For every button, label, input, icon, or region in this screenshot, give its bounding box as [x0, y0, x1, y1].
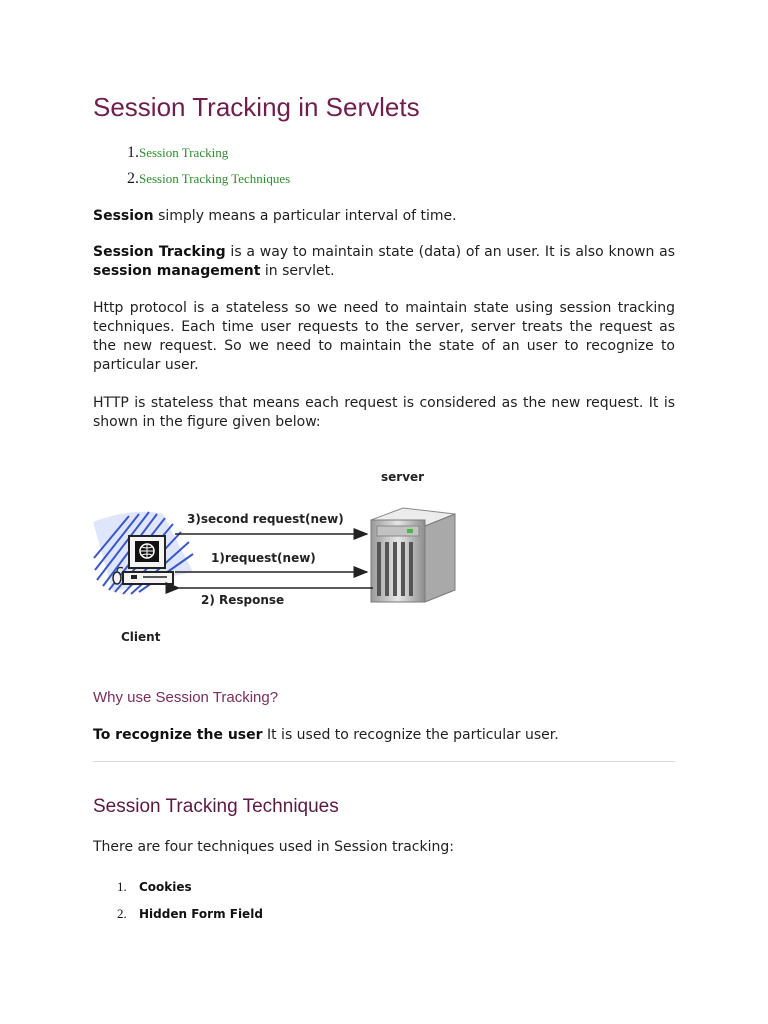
- toc-link-session-tracking[interactable]: Session Tracking: [139, 145, 229, 160]
- bold-term: session management: [93, 263, 261, 279]
- list-number: 1.: [117, 879, 127, 894]
- paragraph-session-tracking-definition: [93, 243, 675, 281]
- toc-number: 1.: [127, 144, 139, 161]
- page-title: Session Tracking in Servlets: [93, 92, 420, 122]
- list-item: [117, 906, 263, 922]
- arrow-label-response: 2) Response: [201, 593, 285, 607]
- paragraph-why-use: [93, 726, 675, 745]
- server-label: server: [381, 470, 425, 484]
- arrow-label-request: 1)request(new): [211, 551, 316, 565]
- paragraph-session-definition: [93, 207, 675, 226]
- toc-item-session-tracking[interactable]: [127, 144, 228, 162]
- paragraph-figure-intro: HTTP is stateless that means each request is considered as the new request. It is shown in the figure given below:: [93, 395, 675, 430]
- bold-term: To recognize the user: [93, 727, 263, 743]
- paragraph-text: It is used to recognize the particular user.: [262, 727, 559, 743]
- heading-techniques: Session Tracking Techniques: [93, 796, 339, 817]
- server-icon: [371, 508, 455, 602]
- list-number: 2.: [117, 906, 127, 921]
- list-item-label: Cookies: [139, 880, 192, 894]
- toc-number: 2.: [127, 170, 139, 187]
- bold-term: Session Tracking: [93, 244, 226, 260]
- section-divider: [93, 761, 675, 762]
- paragraph-http-stateless: Http protocol is a stateless so we need to maintain state using session tracking techniques. Each time user requests to the server, server treats the request as the new request. So we need to maintain the state of an user to recognize to particular user.: [93, 300, 675, 373]
- heading-why-use: Why use Session Tracking?: [93, 689, 279, 706]
- toc-item-techniques[interactable]: [127, 170, 290, 188]
- list-item: [117, 879, 192, 895]
- session-diagram: [93, 462, 473, 652]
- bold-term: Session: [93, 208, 154, 224]
- paragraph-text: in servlet.: [260, 263, 335, 279]
- paragraph-text: is a way to maintain state (data) of an user. It is also known as: [225, 244, 676, 260]
- paragraph-text: simply means a particular interval of time.: [153, 208, 457, 224]
- client-label: Client: [121, 630, 161, 644]
- toc-link-techniques[interactable]: Session Tracking Techniques: [139, 171, 291, 186]
- arrow-label-second-request: 3)second request(new): [187, 512, 344, 526]
- list-item-label: Hidden Form Field: [139, 907, 263, 921]
- paragraph-techniques-intro: There are four techniques used in Session tracking:: [93, 839, 454, 855]
